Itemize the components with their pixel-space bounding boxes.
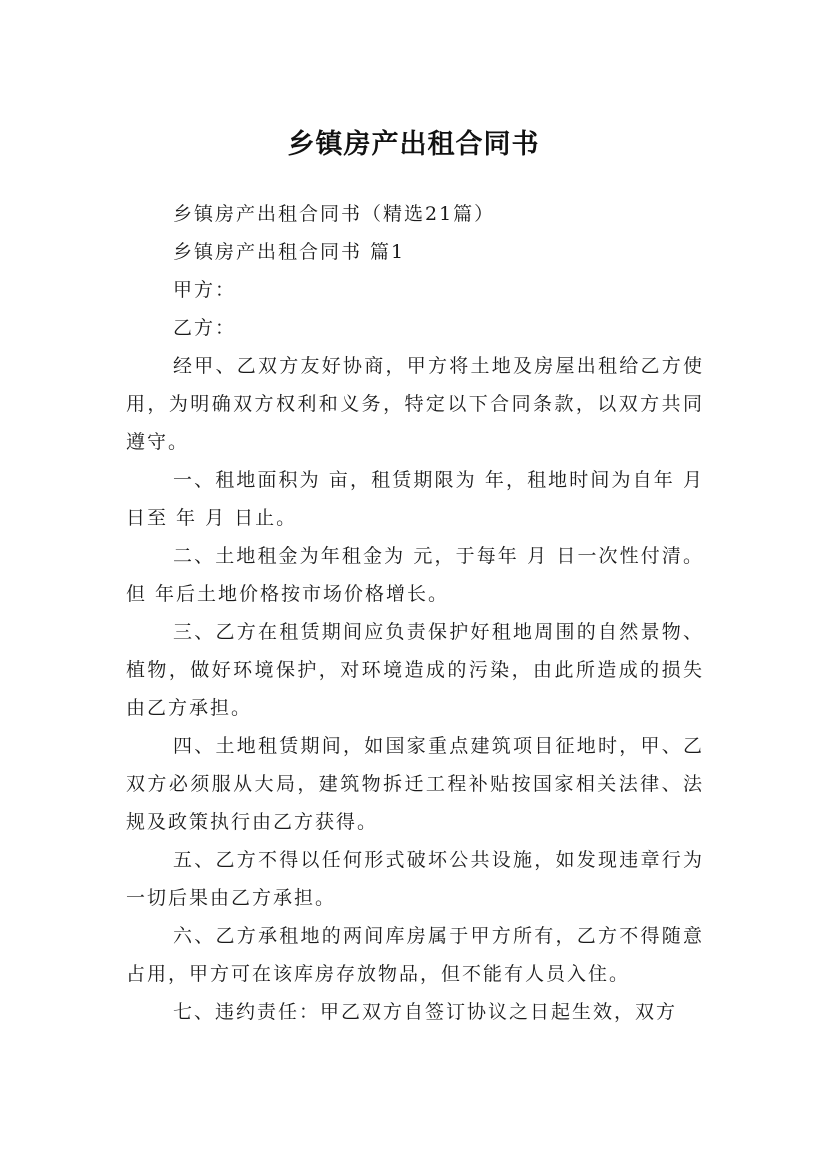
paragraph-section-heading: 乡镇房产出租合同书 篇1 xyxy=(173,241,406,263)
paragraph-party-a: 甲方： xyxy=(173,279,237,301)
paragraph-party-b: 乙方： xyxy=(173,317,237,339)
paragraph-preamble: 经甲、乙双方友好协商，甲方将土地及房屋出租给乙方使用，为明确双方权利和义务，特定以下合同条款，以双方共同遵守。 xyxy=(126,355,704,453)
paragraph-clause-2: 二、土地租金为年租金为 元，于每年 月 日一次性付清。但 年后土地价格按市场价格增长。 xyxy=(126,545,704,605)
document-body xyxy=(126,195,704,1031)
paragraph-clause-6: 六、乙方承租地的两间库房属于甲方所有，乙方不得随意占用，甲方可在该库房存放物品，但不能有人员入住。 xyxy=(126,925,704,985)
paragraph-clause-1: 一、租地面积为 亩，租赁期限为 年，租地时间为自年 月 日至 年 月 日止。 xyxy=(126,469,704,529)
paragraph-clause-5: 五、乙方不得以任何形式破坏公共设施，如发现违章行为一切后果由乙方承担。 xyxy=(126,849,704,909)
paragraph-clause-7: 七、违约责任：甲乙双方自签订协议之日起生效，双方 xyxy=(173,1001,678,1023)
paragraph-clause-4: 四、土地租赁期间，如国家重点建筑项目征地时，甲、乙双方必须服从大局，建筑物拆迁工程补贴按国家相关法律、法规及政策执行由乙方获得。 xyxy=(126,735,704,833)
paragraph-clause-3: 三、乙方在租赁期间应负责保护好租地周围的自然景物、植物，做好环境保护，对环境造成的污染，由此所造成的损失由乙方承担。 xyxy=(126,621,704,719)
paragraph-subtitle: 乡镇房产出租合同书（精选21篇） xyxy=(173,203,496,225)
document-title: 乡镇房产出租合同书 xyxy=(287,129,540,161)
